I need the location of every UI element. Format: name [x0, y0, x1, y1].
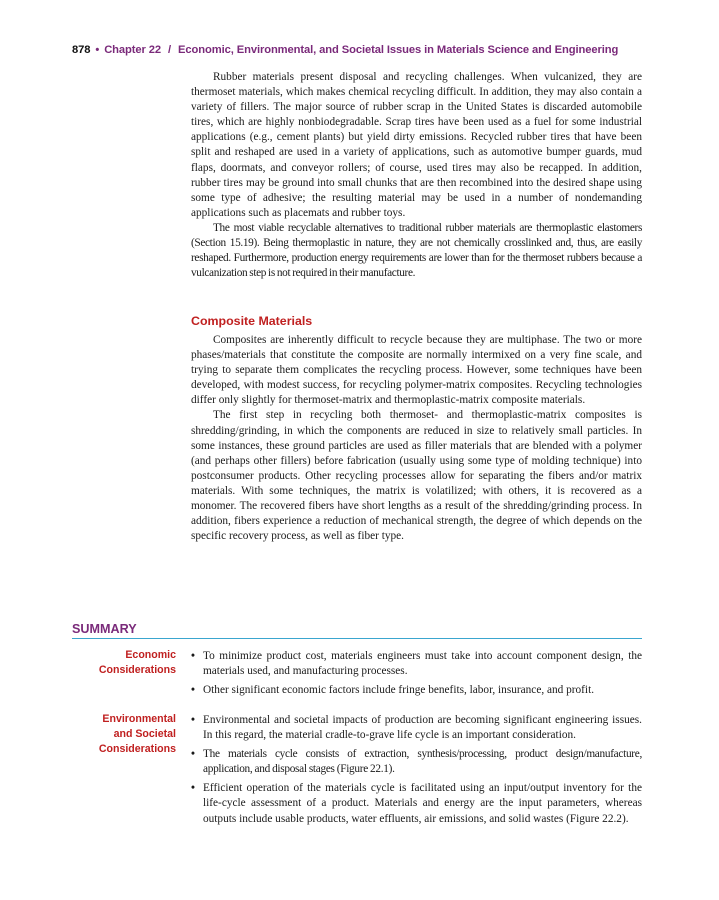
bullet-icon: • [191, 748, 195, 761]
summary-label-line: Considerations [98, 743, 176, 755]
summary-list-environmental [191, 713, 642, 831]
summary-heading: SUMMARY [72, 622, 642, 639]
page-number: 878 [72, 44, 91, 56]
chapter-title: Economic, Environmental, and Societal Issues in Materials Science and Engineering [178, 44, 619, 56]
summary-item-text: To minimize product cost, materials engineers must take into account component design, the materials used, and manufacturing processes. [203, 650, 642, 678]
summary-item [191, 747, 642, 777]
summary-item [191, 781, 642, 826]
bullet-icon: • [191, 782, 195, 795]
summary-item [191, 649, 642, 679]
summary-label-line: and Societal [113, 728, 176, 740]
chapter-label: Chapter 22 [104, 44, 162, 56]
separator-slash: / [168, 44, 172, 56]
summary-label-line: Considerations [98, 664, 176, 676]
summary-item-text: The materials cycle consists of extraction, synthesis/processing, product design/manufacture, application, and disposal stages (Figure 22.1). [203, 748, 642, 776]
summary-item [191, 713, 642, 743]
summary-label-line: Economic [125, 649, 176, 661]
composites-paragraph-1: Composites are inherently difficult to recycle because they are multiphase. The two or more phases/materials that constitute the composite are normally intermixed on a very fine scale, and trying to separate them complicates the recycling process. However, some techniques have been developed, with modest success, for recycling polymer-matrix composites. Recycling technologies differ only slightly for thermoset-matrix and thermoplastic-matrix composite materials. [191, 334, 642, 407]
bullet-icon: • [191, 714, 195, 726]
summary-label-economic [72, 648, 176, 678]
section-heading-composites: Composite Materials [191, 314, 313, 328]
summary-label-line: Environmental [102, 713, 176, 725]
summary-item-text: Efficient operation of the materials cycle is facilitated using an input/output inventory for the life-cycle assessment of a product. Materials and energy are the input parameters, whereas outputs include usable products, water effluents, air emissions, and solid wastes (Figure 22.2). [203, 782, 642, 825]
composites-paragraph-2: The first step in recycling both thermoset- and thermoplastic-matrix composites is shredding/grinding, in which the components are reduced in size to relatively small particles. In some instances, these ground particles are used as filler materials that are blended with a polymer (and perhaps other fillers) before fabrication (usually using some type of molding technique) into postconsumer products. Other recycling processes allow for separating the fibers and/or matrix materials. With some techniques, the matrix is volatilized; with others, it is recovered as a monomer. The recovered fibers have short lengths as a result of the shredding/grinding process. In addition, fibers experience a reduction of mechanical strength, the degree of which depends on the specific recovery process, as well as fiber type. [191, 409, 642, 543]
summary-label-environmental [72, 712, 176, 757]
bullet-icon: • [191, 684, 195, 697]
composites-section [191, 313, 642, 544]
summary-item-text: Other significant economic factors include fringe benefits, labor, insurance, and profit. [203, 684, 595, 697]
bullet-icon: • [191, 650, 195, 662]
separator-dot: • [95, 44, 100, 56]
summary-list-economic [191, 649, 642, 702]
running-head [72, 44, 644, 56]
rubber-section [191, 70, 642, 281]
summary-item [191, 683, 642, 698]
summary-item-text: Environmental and societal impacts of production are becoming significant engineering issues. In this regard, the material cradle-to-grave life cycle is an important consideration. [203, 714, 642, 742]
rubber-paragraph-2: The most viable recyclable alternatives to traditional rubber materials are thermoplastic elastomers (Section 15.19). Being thermoplastic in nature, they are not chemically crosslinked and, thus, are easily reshaped. Furthermore, production energy requirements are lower than for the thermoset rubbers because a vulcanization step is not required in their manufacture. [191, 221, 642, 280]
rubber-paragraph-1: Rubber materials present disposal and recycling challenges. When vulcanized, they are thermoset materials, which makes chemical recycling difficult. In addition, they may also contain a variety of fillers. The major source of rubber scrap in the United States is discarded automobile tires, which are highly nonbiodegradable. Scrap tires have been used as a fuel for some industrial applications (e.g., cement plants) but yield dirty emissions. Recycled rubber tires that have been split and reshaped are used in a variety of applications, such as automotive bumper guards, mud flaps, doormats, and conveyor rollers; of course, used tires may also be recapped. In addition, rubber tires may be ground into small chunks that are then recombined into the desired shape using some type of adhesive; the resulting material may be used in a number of nondemanding applications such as placemats and rubber toys. [191, 71, 642, 219]
